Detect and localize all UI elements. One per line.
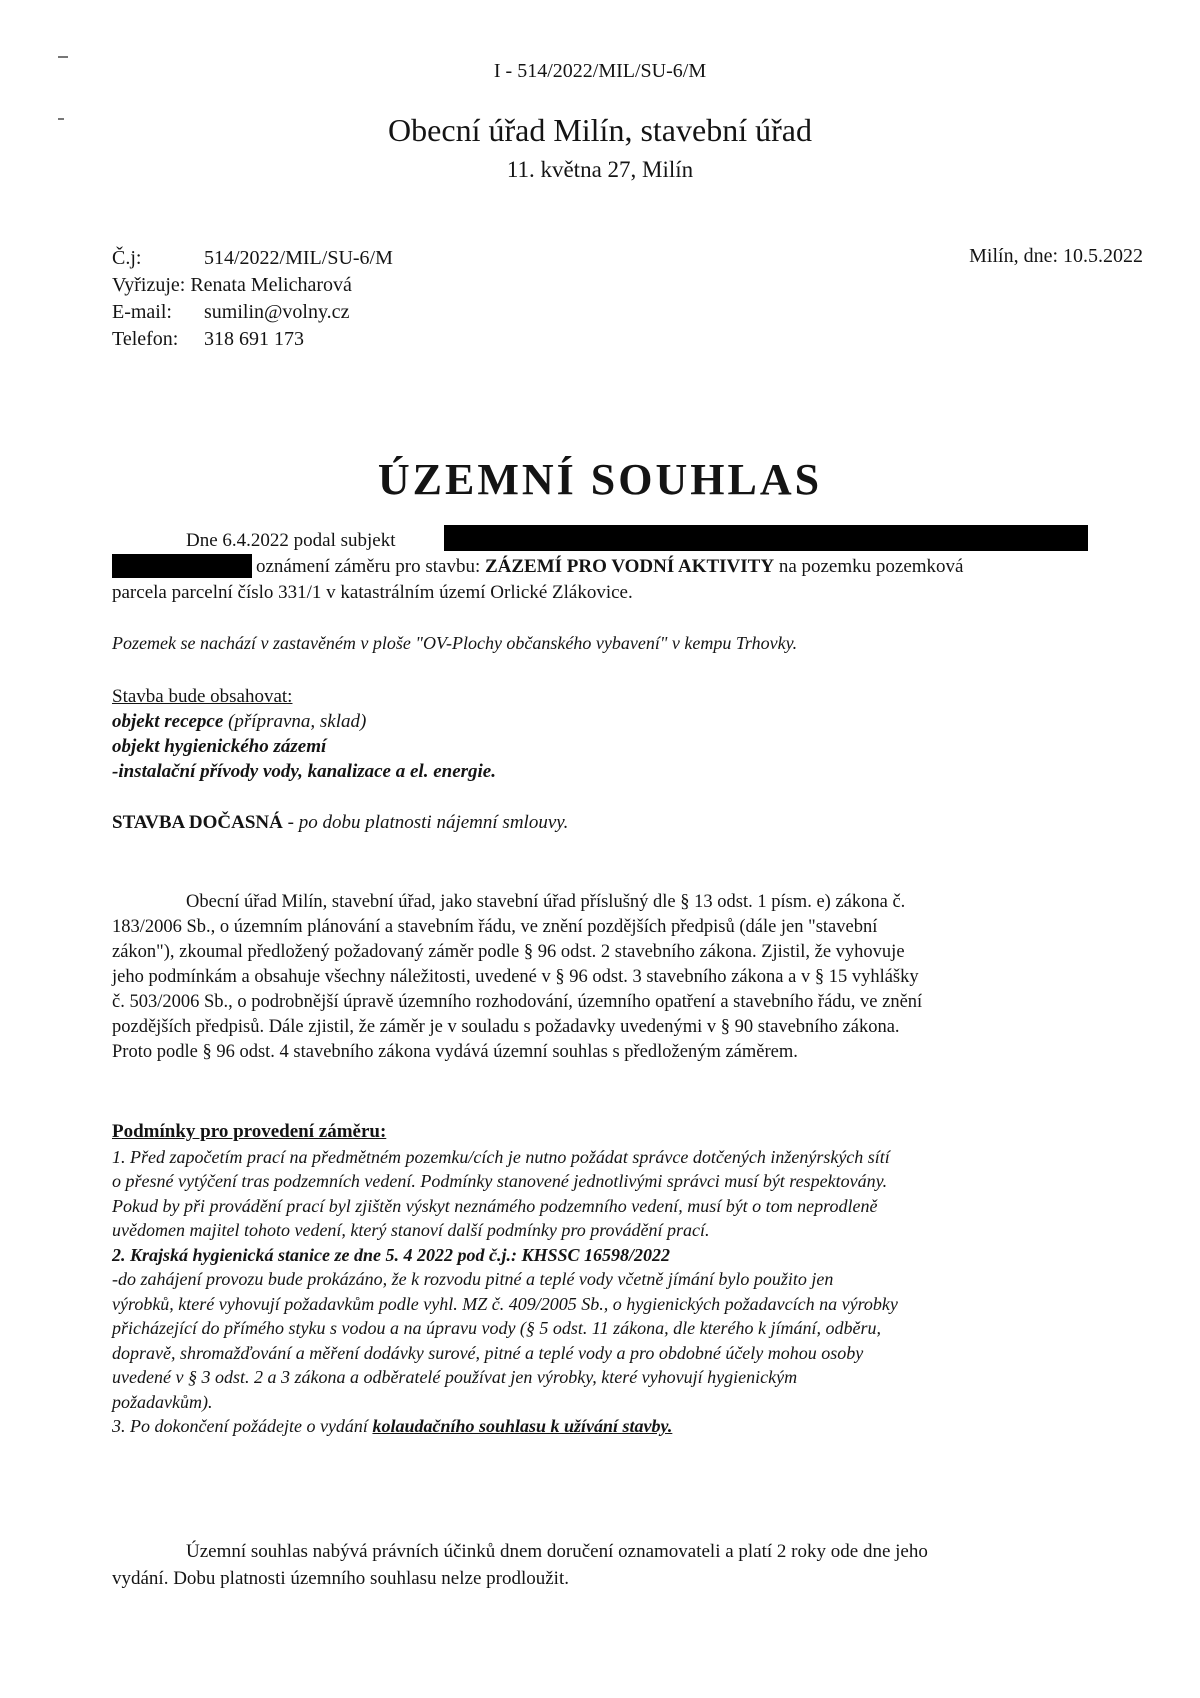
validity-line: vydání. Dobu platnosti územního souhlasu nelze prodloužit. bbox=[112, 1568, 569, 1589]
condition-2-heading: 2. Krajská hygienická stanice ze dne 5. 4 2022 pod č.j.: KHSSC 16598/2022 bbox=[112, 1244, 671, 1265]
condition-line: požadavkům). bbox=[112, 1391, 213, 1412]
decision-line: Proto podle § 96 odst. 4 stavebního zákona vydává územní souhlas s předloženým záměrem. bbox=[112, 1042, 798, 1062]
email-label: E-mail: bbox=[112, 301, 172, 323]
document-title: ÚZEMNÍ SOUHLAS bbox=[377, 455, 823, 504]
condition-line: přicházející do přímého styku s vodou a na úpravu vody (§ 5 odst. 11 zákona, dle kterého k jímání, odběru, bbox=[112, 1318, 882, 1338]
condition-3-emphasis: kolaudačního souhlasu k užívání stavby. bbox=[372, 1416, 673, 1436]
temporary-bold: STAVBA DOČASNÁ bbox=[112, 812, 283, 833]
condition-3-lead: 3. Po dokončení požádejte o vydání bbox=[112, 1416, 368, 1436]
telefon-value: 318 691 173 bbox=[204, 328, 304, 350]
office-address: 11. května 27, Milín bbox=[506, 157, 694, 182]
contents-heading: Stavba bude obsahovat: bbox=[112, 686, 293, 707]
document-date: Milín, dne: 10.5.2022 bbox=[969, 245, 1143, 267]
decision-line: 183/2006 Sb., o územním plánování a stavebním řádu, ve znění pozdějších předpisů (dále jen "stavební bbox=[112, 917, 878, 937]
decision-line: č. 503/2006 Sb., o podrobnější úpravě územního rozhodování, územního opatření a stavebního řádu, ve znění bbox=[112, 992, 923, 1012]
validity-paragraph bbox=[112, 1538, 928, 1592]
condition-line: uvedené v § 3 odst. 2 a 3 zákona a odběratelé používat jen výrobky, které vyhovují hygienickým bbox=[112, 1367, 798, 1387]
reference-number-top: I - 514/2022/MIL/SU-6/M bbox=[493, 60, 707, 82]
condition-line: o přesné vytýčení tras podzemních vedení. Podmínky stanovené jednotlivými správci musí být respektovány. bbox=[112, 1171, 888, 1191]
contents-block bbox=[112, 684, 496, 784]
scan-mark bbox=[58, 56, 68, 58]
decision-line: jeho podmínkám a obsahuje všechny náležitosti, uvedené v § 96 odst. 3 stavebního zákona a v § 15 vyhlášky bbox=[112, 967, 919, 987]
redaction-block bbox=[112, 554, 252, 578]
conditions-block bbox=[112, 1120, 898, 1439]
email-value: sumilin@volny.cz bbox=[204, 301, 350, 323]
condition-line: 1. Před započetím prací na předmětném pozemku/cích je nutno požádat správce dotčených inženýrských sítí bbox=[112, 1146, 890, 1167]
condition-line: výrobků, které vyhovují požadavkům podle vyhl. MZ č. 409/2005 Sb., o hygienických požadavcích na výrobky bbox=[112, 1293, 898, 1314]
condition-line: Pokud by při provádění prací byl zjištěn výskyt neznámého podzemního vedení, musí být o tom neprodleně bbox=[112, 1195, 878, 1216]
office-name: Obecní úřad Milín, stavební úřad bbox=[388, 112, 812, 148]
decision-line: pozdějších předpisů. Dále zjistil, že záměr je v souladu s požadavky uvedenými v § 90 stavebního zákona. bbox=[112, 1017, 900, 1037]
vyrizuje-value: Renata Melicharová bbox=[190, 274, 352, 296]
validity-line: Územní souhlas nabývá právních účinků dnem doručení oznamovateli a platí 2 roky ode dne jeho bbox=[186, 1541, 928, 1562]
conditions-heading: Podmínky pro provedení záměru: bbox=[112, 1121, 387, 1142]
intro-after-redact: oznámení záměru pro stavbu: bbox=[256, 556, 481, 577]
intro-line2 bbox=[256, 556, 963, 578]
temporary-rest: - po dobu platnosti nájemní smlouvy. bbox=[287, 812, 569, 833]
intro-rest2: parcela parcelní číslo 331/1 v katastrálním území Orlické Zlákovice. bbox=[112, 582, 633, 603]
intro-rest1: na pozemku pozemková bbox=[778, 556, 964, 577]
condition-line: uvědomen majitel tohoto vedení, který stanoví další podmínky pro provádění prací. bbox=[112, 1220, 710, 1240]
meta-block bbox=[112, 245, 393, 353]
stavba-name: ZÁZEMÍ PRO VODNÍ AKTIVITY bbox=[484, 556, 775, 577]
redaction-block bbox=[444, 525, 1088, 551]
decision-paragraph bbox=[112, 890, 922, 1065]
condition-line: dopravě, shromažďování a měření dodávky surové, pitné a teplé vody a pro obdobné účely mohou osoby bbox=[112, 1342, 864, 1363]
contents-item3: -instalační přívody vody, kanalizace a el. energie. bbox=[112, 761, 496, 782]
telefon-label: Telefon: bbox=[112, 328, 179, 350]
decision-line: zákon"), zkoumal předložený požadovaný záměr podle § 96 odst. 2 stavebního zákona. Zjistil, že vyhovuje bbox=[112, 942, 905, 962]
vyrizuje-label: Vyřizuje: bbox=[112, 274, 186, 296]
condition-line: -do zahájení provozu bude prokázáno, že k rozvodu pitné a teplé vody včetně jímání bylo použito jen bbox=[112, 1269, 834, 1289]
intro-lead: Dne 6.4.2022 podal subjekt bbox=[186, 530, 396, 551]
decision-line: Obecní úřad Milín, stavební úřad, jako stavební úřad příslušný dle § 13 odst. 1 písm. e) zákona č. bbox=[186, 892, 906, 912]
temporary-note bbox=[112, 812, 568, 834]
cj-value: 514/2022/MIL/SU-6/M bbox=[204, 247, 393, 269]
contents-item1-detail: (přípravna, sklad) bbox=[228, 711, 367, 732]
location-note: Pozemek se nachází v zastavěném v ploše "OV-Plochy občanského vybavení" v kempu Trhovky. bbox=[112, 633, 798, 653]
contents-item2: objekt hygienického zázemí bbox=[112, 736, 327, 757]
contents-item1: objekt recepce bbox=[112, 711, 224, 732]
cj-label: Č.j: bbox=[112, 247, 142, 269]
